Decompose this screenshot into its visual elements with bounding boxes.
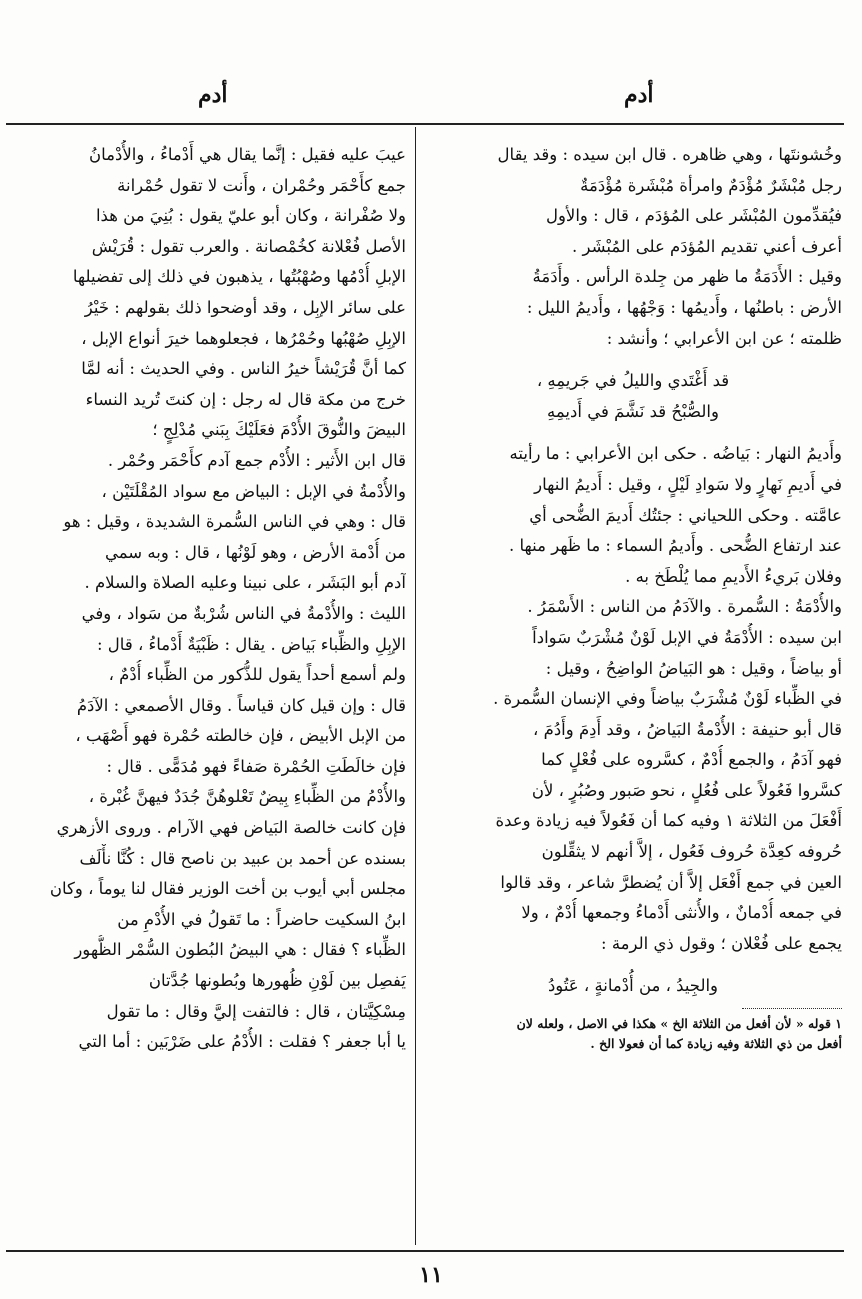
header-rule bbox=[6, 123, 844, 125]
text-line: وخُشونتَها ، وهي ظاهره . قال ابن سيده : وقد يقال bbox=[497, 145, 842, 164]
text-line: أو بياضاً ، وقيل : هو البَياضُ الواضِحُ ، وقيل : bbox=[545, 658, 842, 678]
text-line: عند ارتفاع الضُّحى . وأَديمُ السماء : ما ظَهر منها . bbox=[509, 536, 842, 556]
footnote-line: ١ قوله « لأن أفعل من الثلاثة الخ » هكذا في الاصل ، ولعله لان bbox=[516, 1016, 842, 1032]
text-line: ولا صُفْرانة ، وكان أبو عليّ يقول : بُنِيَ من هذا bbox=[95, 206, 406, 226]
text-line: خرج من مكة قال له رجل : إن كنتَ تُريد النساء bbox=[85, 389, 406, 409]
text-line: كما أنَّ قُرَيْشاً خيرُ الناس . وفي الحديث : أنه لمَّا bbox=[81, 359, 406, 379]
text-line: فهو آدَمُ ، والجمع أُدْمٌ ، كسَّروه على فُعْلٍ كما bbox=[541, 750, 842, 770]
text-line: والأُدْمةُ في الإبل : البياض مع سواد المُقْلَتَيْن ، bbox=[101, 481, 406, 501]
text-line: الإبِلِ والظِّباء بَياض . يقال : ظَبْيَةٌ أَدْماءُ ، قال : bbox=[97, 634, 406, 654]
text-line: يا أبا جعفر ؟ فقلت : الأُدْمُ على ضَرْبَين : أما التي bbox=[78, 1032, 406, 1052]
text-line: قال أبو حنيفة : الأُدْمةُ البَياضُ ، وقد أَدِمَ وأَدُمَ ، bbox=[533, 719, 842, 739]
right-column-paragraph-b bbox=[424, 439, 842, 959]
text-line: فإن كانت خالصة البَياض فهي الآرام . وروى الأزهري bbox=[56, 818, 406, 838]
text-line: الإبِلِ صُهْبُها وحُمْرُها ، فجعلوهما خيرَ أنواع الإبل ، bbox=[81, 328, 406, 348]
verse-line: والصُّبْحُ قد نَشَّمَ في أَديمِهِ bbox=[547, 401, 719, 421]
page-number: ١١ bbox=[419, 1262, 443, 1288]
text-line: عيبَ عليه فقيل : إنَّما يقال هي أَدْماءُ ، والأُدْمانُ bbox=[89, 145, 406, 164]
right-column-paragraph-a bbox=[424, 140, 842, 354]
text-line: فإن خالَطَتِ الحُمْرة صَفاءً فهو مُدَمًّى . قال : bbox=[106, 756, 406, 776]
text-line: حُروفه كعِدَّة حُروف فَعُول ، إلاَّ أنهم لا يثقِّلون bbox=[541, 842, 842, 862]
footnote-separator bbox=[742, 1008, 842, 1010]
text-line: في الظِّباء لَوْنٌ مُشْرَبٌ بياضاً وفي الإنسان السُّمرة . bbox=[493, 689, 842, 709]
text-line: آدم أبو البَشَر ، على نبينا وعليه الصلاة والسلام . bbox=[84, 573, 406, 593]
text-line: الظِّباء ؟ فقال : هي البيضُ البُطون السُّمْر الظُّهور bbox=[74, 940, 406, 960]
text-line: ابن سيده : الأُدْمَةُ في الإبل لَوْنٌ مُشْرَبٌ سَواداً bbox=[532, 627, 842, 647]
text-line: الأصل فُعْلانة كخُمْصانة . والعرب تقول : قُرَيْش bbox=[91, 236, 406, 256]
text-line: قال : وإن قيل كان قياساً . وقال الأصمعي : الآدَمُ bbox=[76, 695, 406, 715]
text-line: والأُدْمُ من الظِّباءِ بِيضٌ تَعْلوهُنَّ جُدَدٌ فيهنَّ غُبْرة ، bbox=[88, 787, 406, 807]
text-line: يجمع على فُعْلان ؛ وقول ذي الرمة : bbox=[601, 933, 842, 953]
text-line: وقيل : الأَدَمَةُ ما ظهر من جِلدة الرأس . وأَدَمَةُ bbox=[532, 267, 842, 287]
text-line: الأرض : باطنُها ، وأَديمُها : وَجْهُها ، وأَديمُ الليل : bbox=[526, 297, 842, 317]
text-line: وأَديمُ النهار : بَياضُه . حكى ابن الأعرابي : ما رأيته bbox=[509, 444, 842, 464]
left-header-word: أدم bbox=[198, 82, 228, 108]
text-line: فيُقدِّمون المُبْشَر على المُؤدَم ، قال : والأول bbox=[545, 206, 842, 226]
right-column bbox=[424, 140, 842, 1054]
text-line: العين في جمع أَفْعَل إلاَّ أن يُضطرَّ شاعر ، وقد قالوا bbox=[500, 872, 842, 892]
text-line: الليث : والأُدْمةُ في الناس شُرْبةٌ من سَواد ، وفي bbox=[81, 603, 406, 623]
footer-rule bbox=[6, 1250, 844, 1252]
column-divider bbox=[415, 127, 416, 1245]
text-line: الإبلِ أُدْمُها وصُهْبُتُها ، يذهبون في ذلك إلى تفضيلها bbox=[72, 267, 406, 287]
text-line: في أَديمِ نَهارٍ ولا سَوادِ لَيْلٍ ، وقيل : أَديمُ النهار bbox=[534, 474, 842, 494]
text-line: قال ابن الأَثير : الأُدْم جمع آدم كأَحْمَر وحُمْر . bbox=[107, 450, 406, 470]
text-line: ظلمته ؛ عن ابن الأعرابي ؛ وأنشد : bbox=[606, 328, 842, 348]
left-column bbox=[8, 140, 406, 1058]
text-line: وفلان بَريءُ الأَديمِ مما يُلْطَخ به . bbox=[625, 566, 842, 586]
verse-line: والجِيدُ ، من أُدْمانةٍ ، عَتُودُ bbox=[547, 976, 719, 996]
text-line: من الإبل الأبيض ، فإن خالطته حُمْرة فهو أَصْهَب ، bbox=[75, 726, 406, 746]
text-line: عامَّته . وحكى اللحياني : جئتُك أَديمَ الضُّحى أي bbox=[529, 505, 842, 525]
verse-line: قد أَغْتَدي والليلُ في جَريمِهِ ، bbox=[536, 371, 730, 391]
text-line: كسَّروا فَعُولاً على فُعُلٍ ، نحو صَبور وصُبُرٍ ، لأن bbox=[531, 780, 842, 800]
right-header-word: أدم bbox=[624, 82, 654, 108]
text-line: جمع كأَحْمَر وحُمْران ، وأَنت لا تقول حُمْرانة bbox=[117, 175, 406, 195]
text-line: أعرف أعني تقديم المُؤدَم على المُبْشَر . bbox=[572, 236, 842, 256]
text-line: رجل مُبْشَرٌ مُؤْدَمٌ وامرأة مُبْشَرة مُؤْدَمَةٌ bbox=[580, 175, 842, 195]
text-line: على سائر الإبِل ، وقد أوضحوا ذلك بقولهم : خَيْرُ bbox=[84, 297, 406, 317]
text-line: قال : وهي في الناس السُّمرة الشديدة ، وقيل : هو bbox=[63, 512, 406, 532]
text-line: يَفصِل بين لَوْنِ ظُهورها وبُطونها جُدَّتان bbox=[148, 971, 406, 991]
text-line: ابنُ السكيت حاضراً : ما تَقولُ في الأُدْمِ من bbox=[117, 909, 406, 929]
text-line: من أُدْمة الأرض ، وهو لَوْنُها ، قال : وبه سمي bbox=[105, 542, 406, 562]
text-line: بسنده عن أحمد بن عبيد بن ناصح قال : كُنَّا نأْلَف bbox=[79, 848, 406, 868]
text-line: أَفْعَلَ من الثلاثة ١ وفيه كما أن فَعُولاً فيه زيادة وعدة bbox=[495, 811, 842, 831]
footnote-line: أفعل من ذي الثلاثة وفيه زيادة كما أن فعولا الخ . bbox=[590, 1036, 842, 1052]
text-line: مِسْكِيَّتان ، قال : فالتفت إليَّ وقال : ما تقول bbox=[106, 1001, 406, 1021]
text-line: مجلس أبي أيوب بن أخت الوزير فقال لنا يوماً ، وكان bbox=[49, 879, 406, 899]
text-line: في جمعه أُدْمانٌ ، والأُنثى أَدْماءُ وجمعها أُدْمٌ ، ولا bbox=[521, 903, 842, 923]
text-line: والأُدْمَةُ : السُّمرة . والآدَمُ من الناس : الأَسْمَرُ . bbox=[527, 597, 842, 617]
text-line: ولم أسمع أحداً يقول للذُّكور من الظِّباء أُدْمٌ ، bbox=[108, 665, 406, 685]
text-line: البيضَ والنُّوقَ الأُدْمَ فعَلَيْكَ بِبَني مُدْلِجٍ ؛ bbox=[152, 420, 406, 440]
